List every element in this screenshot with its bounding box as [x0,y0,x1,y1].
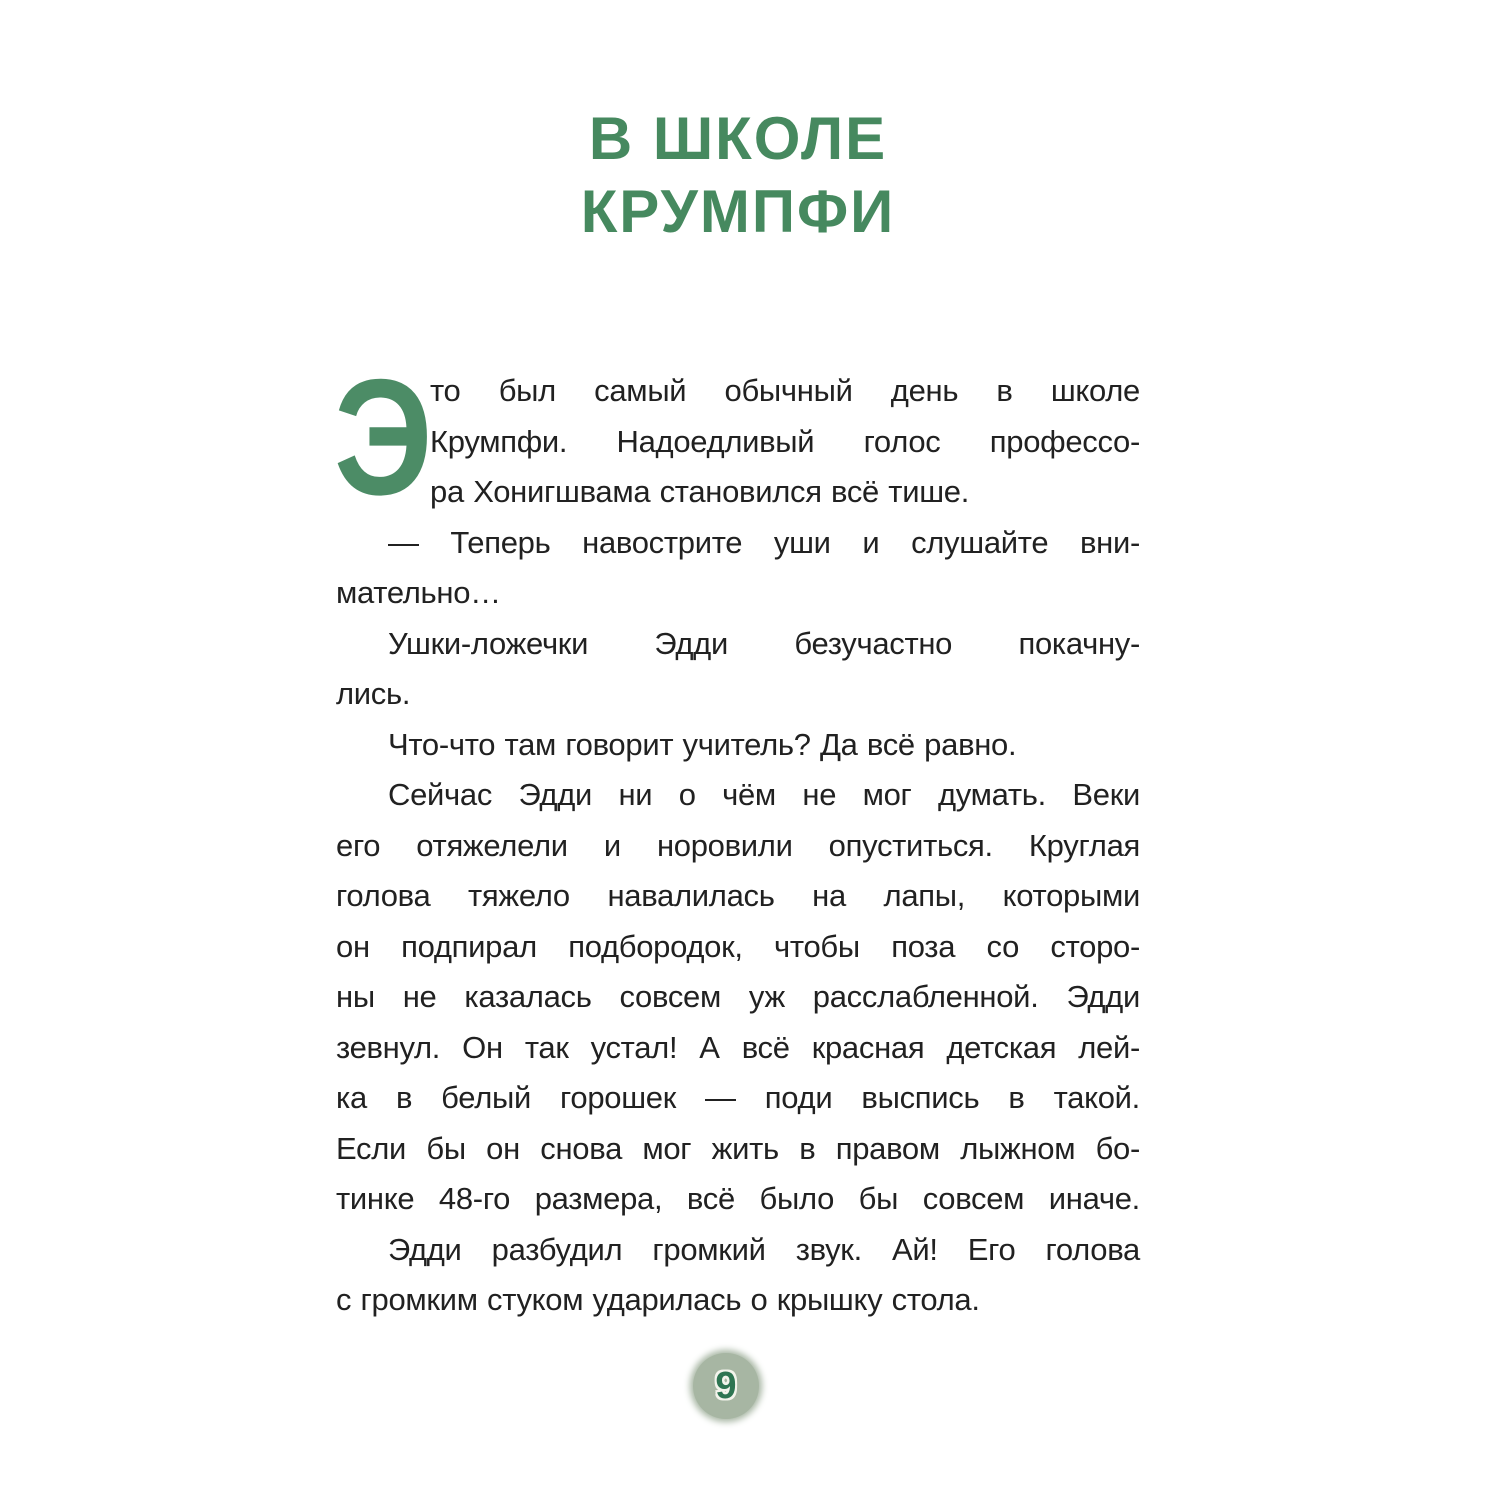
text-line: Сейчас Эдди ни о чём не мог думать. Веки [388,777,1140,812]
text-line: мательно… [336,575,501,610]
text-line: Ушки-ложечки Эдди безучастно покачну- [388,625,1140,661]
text-line: лись. [336,676,411,711]
text-line: зевнул. Он так устал! А всё красная детская лей- [336,1029,1140,1065]
drop-cap: Э [334,345,433,529]
text-line: он подпирал подбородок, чтобы поза со сторо- [336,928,1140,964]
text-line: голова тяжело навалилась на лапы, которыми [336,878,1140,913]
chapter-title [336,102,1140,248]
text-line: тинке 48-го размера, всё было бы совсем иначе. [336,1181,1140,1216]
text-line: ка в белый горошек — поди выспись в такой. [336,1080,1140,1115]
text-line: то был самый обычный день в школе [430,373,1140,408]
chapter-title-line-2: КРУМПФИ [580,178,896,245]
text-line: его отяжелели и норовили опуститься. Круглая [336,827,1140,863]
body-text [334,345,1140,1326]
text-line: ны не казалась совсем уж расслабленной. Эдди [336,979,1140,1014]
text-line: Что-что там говорит учитель? Да всё равно. [388,726,1017,762]
text-line: — Теперь навострите уши и слушайте вни- [388,524,1140,560]
page-number: 9 [715,1365,737,1407]
text-line: Если бы он снова мог жить в правом лыжном бо- [336,1130,1140,1166]
text-line: Крумпфи. Надоедливый голос профессо- [430,423,1140,459]
text-line: ра Хонигшвама становился всё тише. [430,474,970,509]
chapter-title-line-1: В ШКОЛЕ [588,105,888,172]
page-number-badge [693,1353,759,1419]
text-line: Эдди разбудил громкий звук. Ай! Его голова [388,1231,1140,1267]
text-line: с громким стуком ударилась о крышку стола. [336,1282,980,1317]
